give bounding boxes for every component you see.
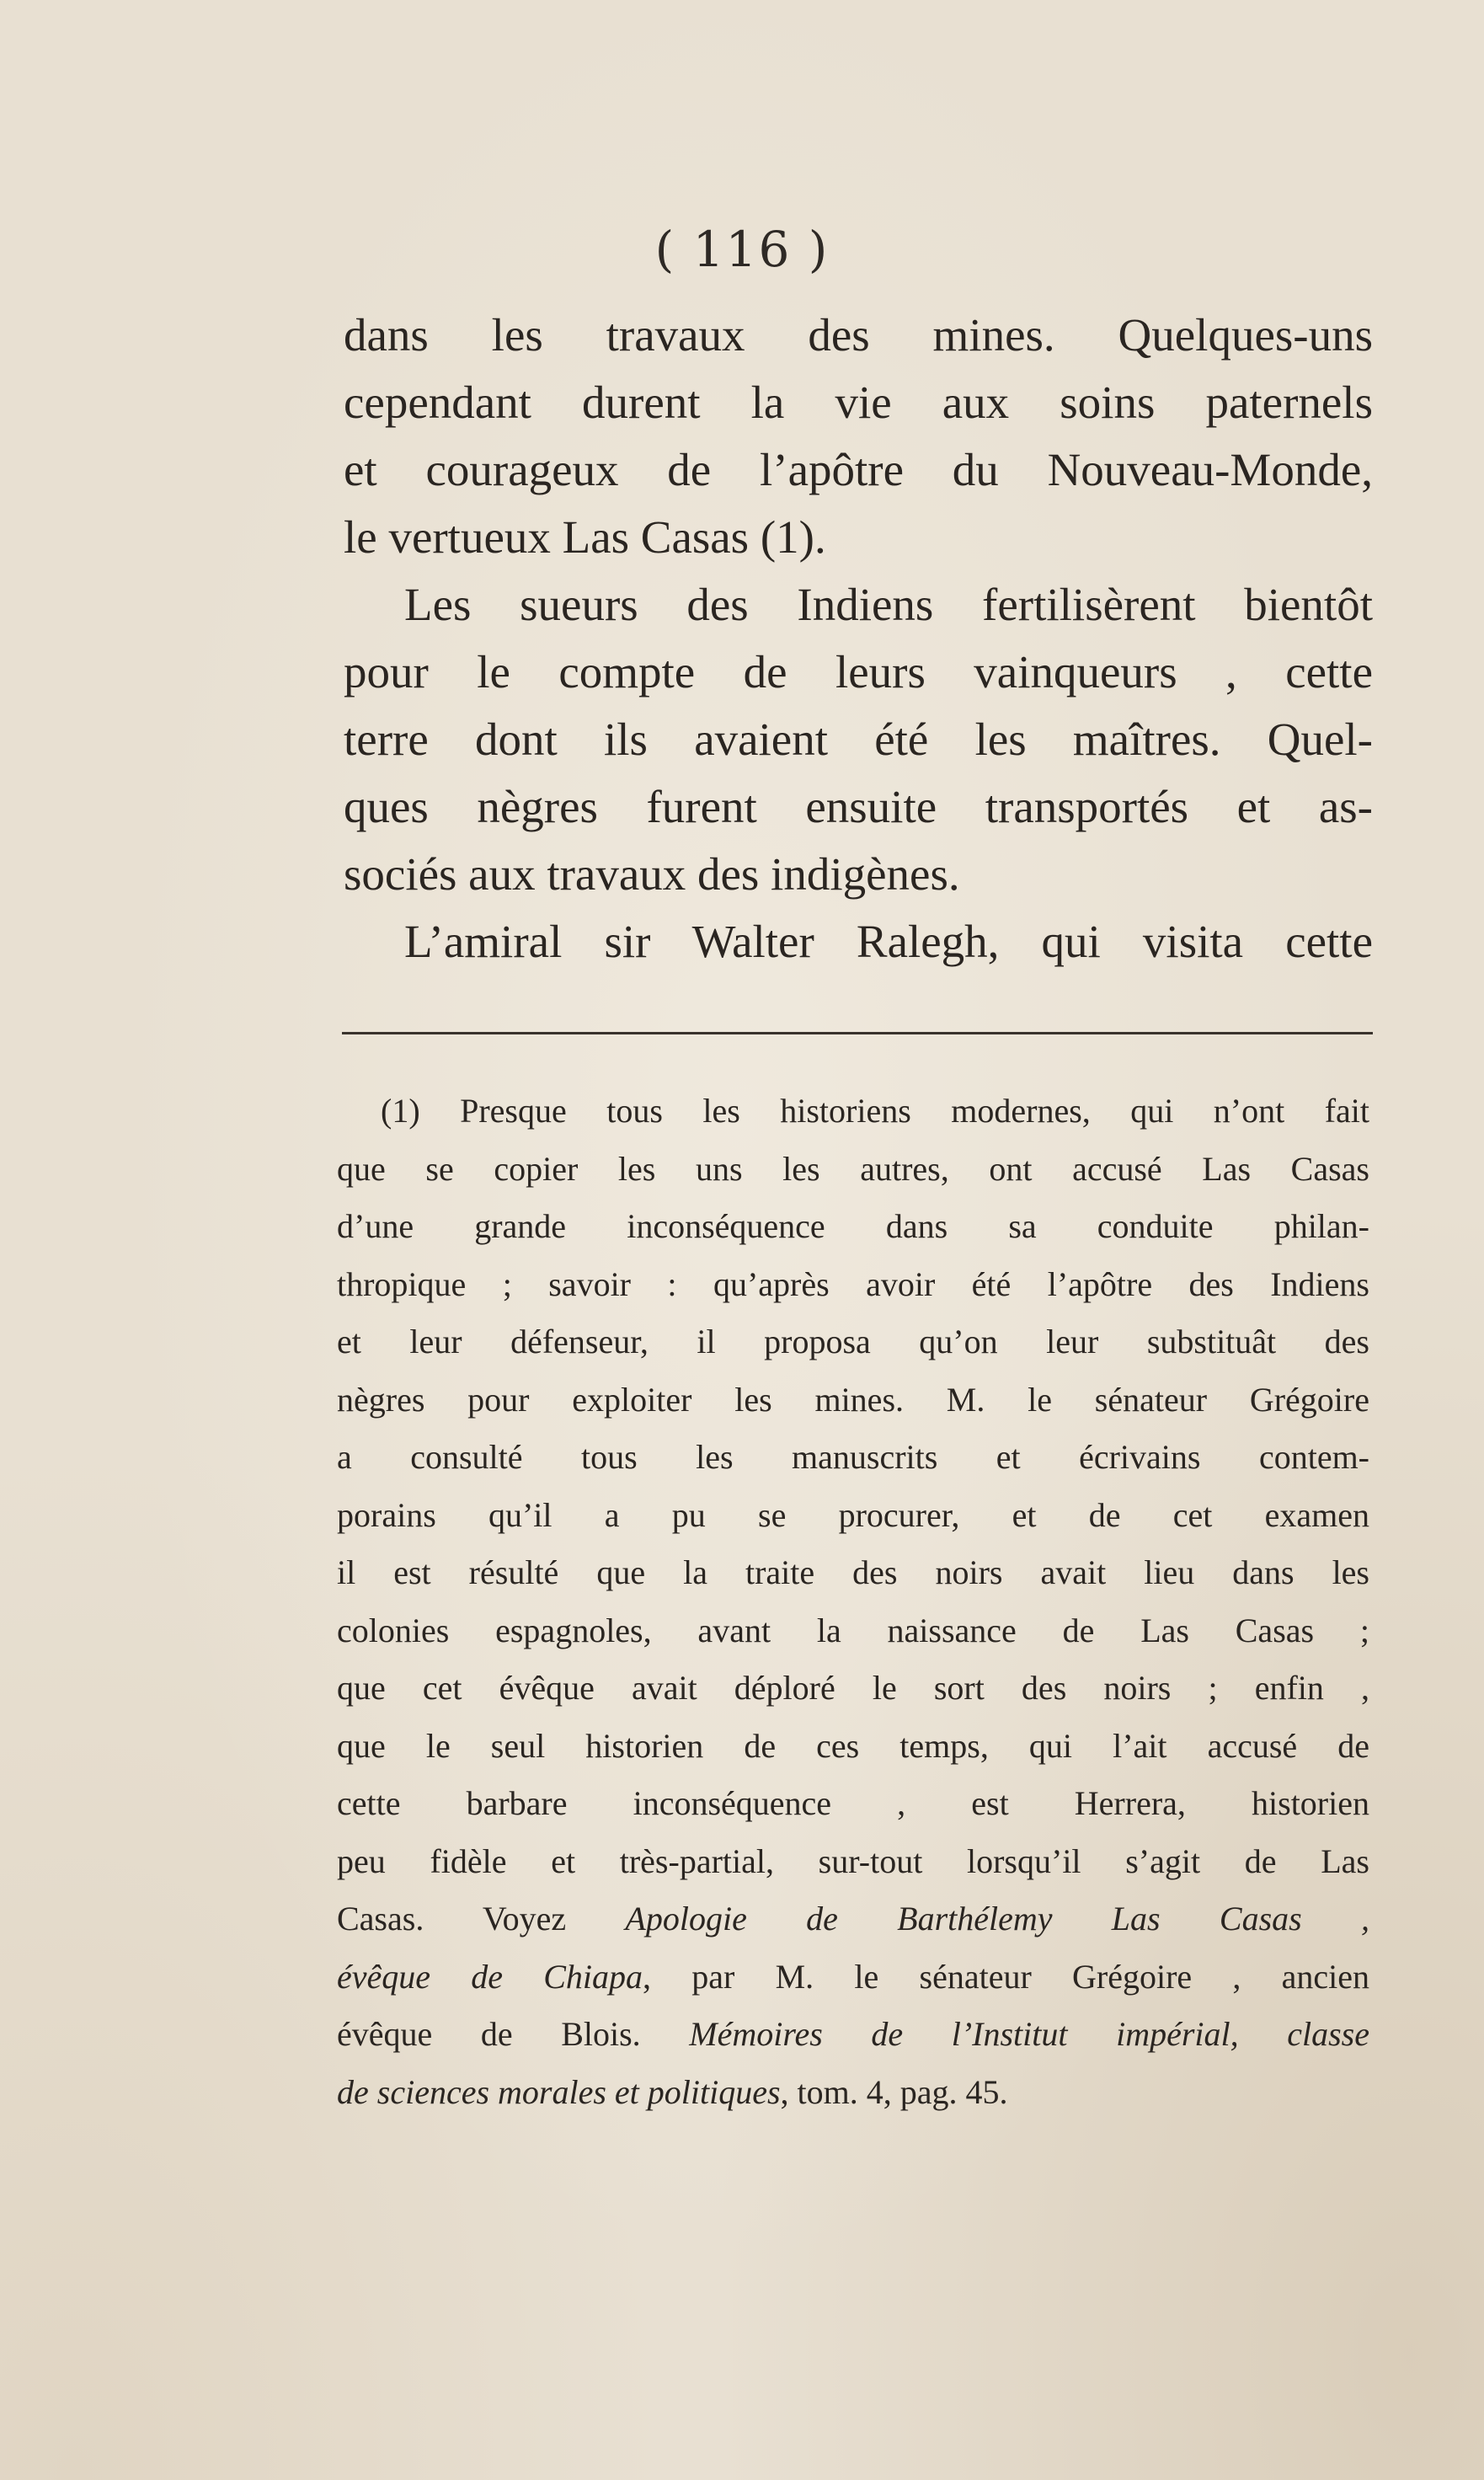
body-line: cependant durent la vie aux soins paternels [344,377,1373,428]
footnote-text: évêque de Blois. [337,2015,690,2053]
footnote-line: thropique ; savoir : qu’après avoir été l’apôtre des Indiens [337,1264,1369,1303]
footnote-line [337,1890,1369,1948]
footnote-line: (1) Presque tous les historiens modernes, qui n’ont fait [381,1092,1369,1130]
footnote-text: Casas. Voyez [337,1900,626,1938]
main-text [344,302,1373,975]
footnote-separator [342,1032,1373,1034]
body-line: ques nègres furent ensuite transportés et as- [344,781,1373,832]
footnote-line: a consulté tous les manuscrits et écrivains contem- [337,1438,1369,1476]
footnote-line: d’une grande inconséquence dans sa conduite philan- [337,1207,1369,1245]
footnote-line: porains qu’il a pu se procurer, et de cet examen [337,1495,1369,1534]
body-line: Les sueurs des Indiens fertilisèrent bientôt [404,579,1373,630]
footnote-line [337,1948,1369,2007]
journal-title-italic: de sciences morales et politiques [337,2072,781,2111]
footnote-line: que cet évêque avait déploré le sort des noirs ; enfin , [337,1669,1369,1707]
body-line: dans les travaux des mines. Quelques-uns [344,309,1373,361]
body-line: terre dont ils avaient été les maîtres. Quel- [344,714,1373,765]
footnote-text: , par M. le sénateur Grégoire , ancien [643,1957,1370,1996]
footnote-line: que le seul historien de ces temps, qui l’ait accusé de [337,1726,1369,1765]
footnote-line [337,2006,1369,2064]
body-line: le vertueux Las Casas (1). [344,511,826,563]
footnote-text: , tom. 4, pag. 45. [780,2072,1008,2111]
body-line: sociés aux travaux des indigènes. [344,848,960,900]
footnote-line: peu fidèle et très-partial, sur-tout lorsqu’il s’agit de Las [337,1841,1369,1880]
footnote [337,1082,1369,2121]
footnote-line: cette barbare inconséquence , est Herrera, historien [337,1784,1369,1822]
body-line: et courageux de l’apôtre du Nouveau-Monde, [344,444,1373,495]
footnote-line [337,2064,1369,2122]
body-line: L’amiral sir Walter Ralegh, qui visita cette [404,916,1373,967]
footnote-line: il est résulté que la traite des noirs avait lieu dans les [337,1553,1369,1591]
footnote-line: colonies espagnoles, avant la naissance de Las Casas ; [337,1611,1369,1649]
book-title-italic: évêque de Chiapa [337,1957,643,1996]
body-line: pour le compte de leurs vainqueurs , cette [344,646,1373,698]
footnote-line: nègres pour exploiter les mines. M. le sénateur Grégoire [337,1380,1369,1419]
page-number: ( 116 ) [654,221,830,278]
journal-title-italic: Mémoires de l’Institut impérial, classe [689,2015,1369,2053]
footnote-line: que se copier les uns les autres, ont accusé Las Casas [337,1149,1369,1188]
footnote-line: et leur défenseur, il proposa qu’on leur substituât des [337,1323,1369,1360]
book-title-italic: Apologie de Barthélemy Las Casas , [625,1900,1369,1938]
